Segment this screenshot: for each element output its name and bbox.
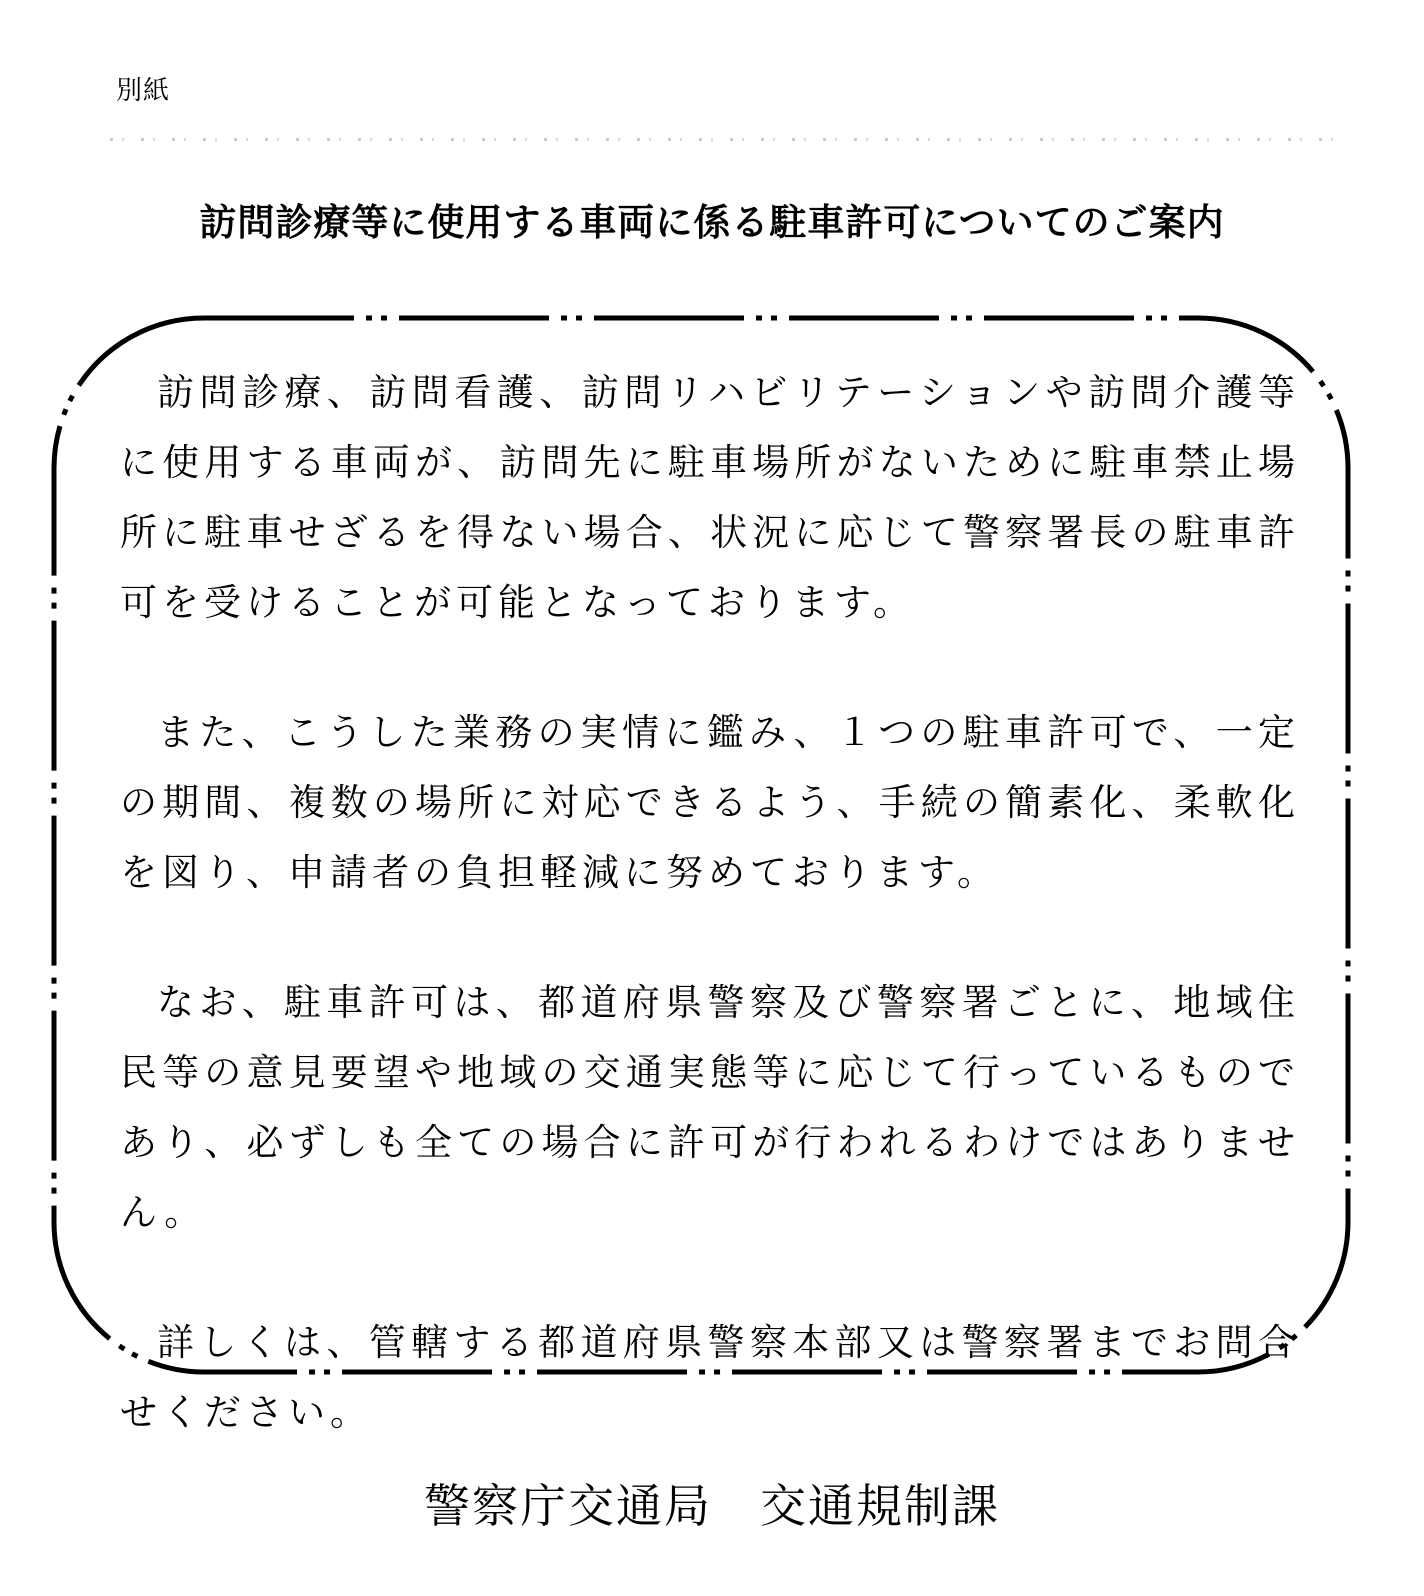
attachment-label: 別紙 <box>116 76 171 106</box>
notice-paragraph-1: 訪問診療、訪問看護、訪問リハビリテーションや訪問介護等に使用する車両が、訪問先に駐車場所がないために駐車禁止場所に駐車せざるを得ない場合、状況に応じて警察署長の駐車許可を受けることが可能となっております。 <box>120 371 1300 624</box>
notice-box <box>50 314 1352 1434</box>
notice-body <box>120 358 1300 1448</box>
notice-paragraph-3: なお、駐車許可は、都道府県警察及び警察署ごとに、地域住民等の意見要望や地域の交通実態等に応じて行っているものであり、必ずしも全ての場合に許可が行われるわけではありません。 <box>120 981 1300 1234</box>
document-title: 訪問診療等に使用する車両に係る駐車許可についてのご案内 <box>199 201 1225 244</box>
issuer-signature: 警察庁交通局 交通規制課 <box>424 1479 1000 1533</box>
scan-artifact-line <box>110 138 1350 141</box>
notice-paragraph-4: 詳しくは、管轄する都道府県警察本部又は警察署までお問合せください。 <box>120 1321 1300 1434</box>
notice-paragraph-2: また、こうした業務の実情に鑑み、１つの駐車許可で、一定の期間、複数の場所に対応できるよう、手続の簡素化、柔軟化を図り、申請者の負担軽減に努めております。 <box>120 711 1300 894</box>
